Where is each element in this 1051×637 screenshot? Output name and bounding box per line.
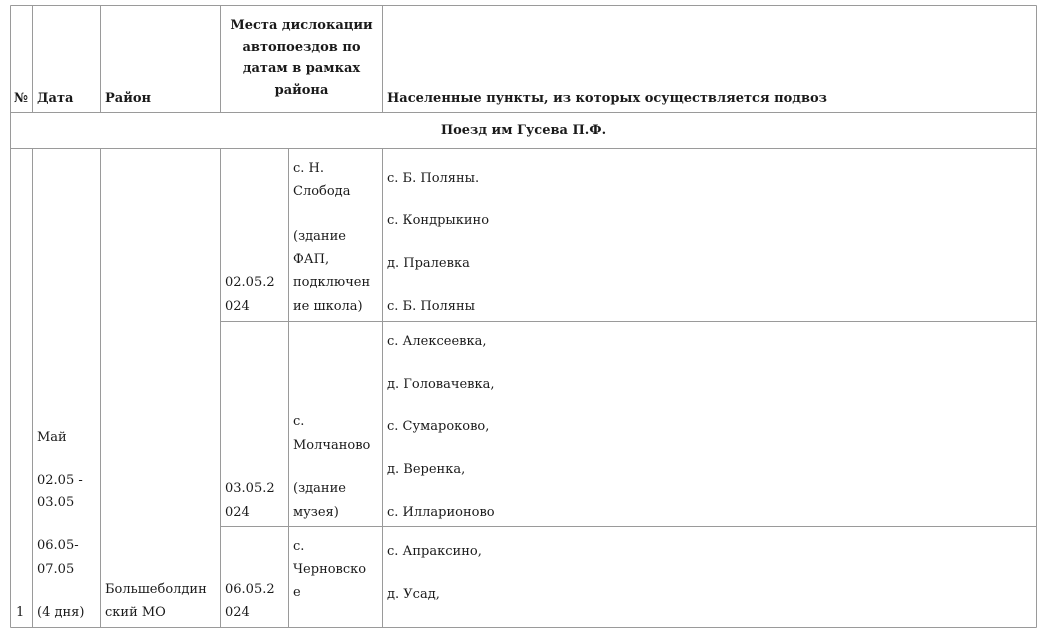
header-locations-line: автопоездов по — [242, 39, 361, 55]
subrow-date-line: 06.05.2 — [225, 582, 275, 597]
subrow-place-line: с. — [293, 414, 305, 429]
row-date-line: (4 дня) — [37, 605, 85, 620]
settlement-item: с. Кондрыкино — [387, 213, 490, 228]
row-date-line: 02.05 - — [37, 473, 83, 488]
subrow-place-line: ие школа) — [293, 299, 363, 314]
header-district: Район — [105, 91, 152, 106]
subrow-date-line: 024 — [225, 605, 250, 620]
settlement-item: с. Б. Поляны — [387, 299, 475, 314]
subrow-place-line: с. Н. — [293, 161, 325, 176]
subrow-place-line: Молчаново — [293, 438, 371, 453]
header-locations — [221, 15, 382, 101]
settlement-item: д. Веренка, — [387, 462, 466, 477]
settlement-item: с. Илларионово — [387, 505, 495, 520]
subrow-place-line: Черновско — [293, 562, 367, 577]
subrow-place-line: музея) — [293, 505, 339, 520]
row-date-line: Май — [37, 430, 67, 445]
row-date-line: 03.05 — [37, 495, 75, 510]
settlement-item: с. Апраксино, — [387, 544, 482, 559]
subrow-date-line: 03.05.2 — [225, 481, 275, 496]
settlement-item: д. Головачевка, — [387, 377, 495, 392]
settlement-item: с. Сумароково, — [387, 419, 490, 434]
subrow-place-line: Слобода — [293, 184, 351, 199]
header-date: Дата — [37, 91, 74, 106]
settlement-item: д. Пралевка — [387, 256, 470, 271]
subrow-date-line: 024 — [225, 505, 250, 520]
header-settlements: Населенные пункты, из которых осуществляется подвоз — [387, 91, 827, 106]
subrow-date-line: 02.05.2 — [225, 275, 275, 290]
row-district-line: Большеболдин — [105, 582, 207, 597]
row-date-line: 06.05- — [37, 538, 79, 553]
subrow-place-line: (здание — [293, 481, 346, 496]
row-date-line: 07.05 — [37, 562, 75, 577]
settlement-item: с. Алексеевка, — [387, 334, 487, 349]
settlement-item: д. Усад, — [387, 587, 440, 602]
train-title: Поезд им Гусева П.Ф. — [440, 123, 607, 138]
subrow-place-line: с. — [293, 539, 305, 554]
header-locations-line: района — [274, 82, 329, 98]
subrow-place-line: подключен — [293, 275, 371, 290]
header-locations-line: датам в рамках — [242, 61, 361, 76]
header-locations-line: Места дислокации — [230, 18, 373, 33]
subrow-place-line: (здание — [293, 229, 346, 244]
settlement-item: с. Б. Поляны. — [387, 171, 480, 186]
subrow-place-line: ФАП, — [293, 252, 330, 267]
row-district-line: ский МО — [105, 605, 166, 620]
row-num: 1 — [16, 605, 25, 620]
subrow-place-line: е — [293, 585, 301, 600]
subrow-date-line: 024 — [225, 299, 250, 314]
header-num: № — [14, 91, 29, 106]
